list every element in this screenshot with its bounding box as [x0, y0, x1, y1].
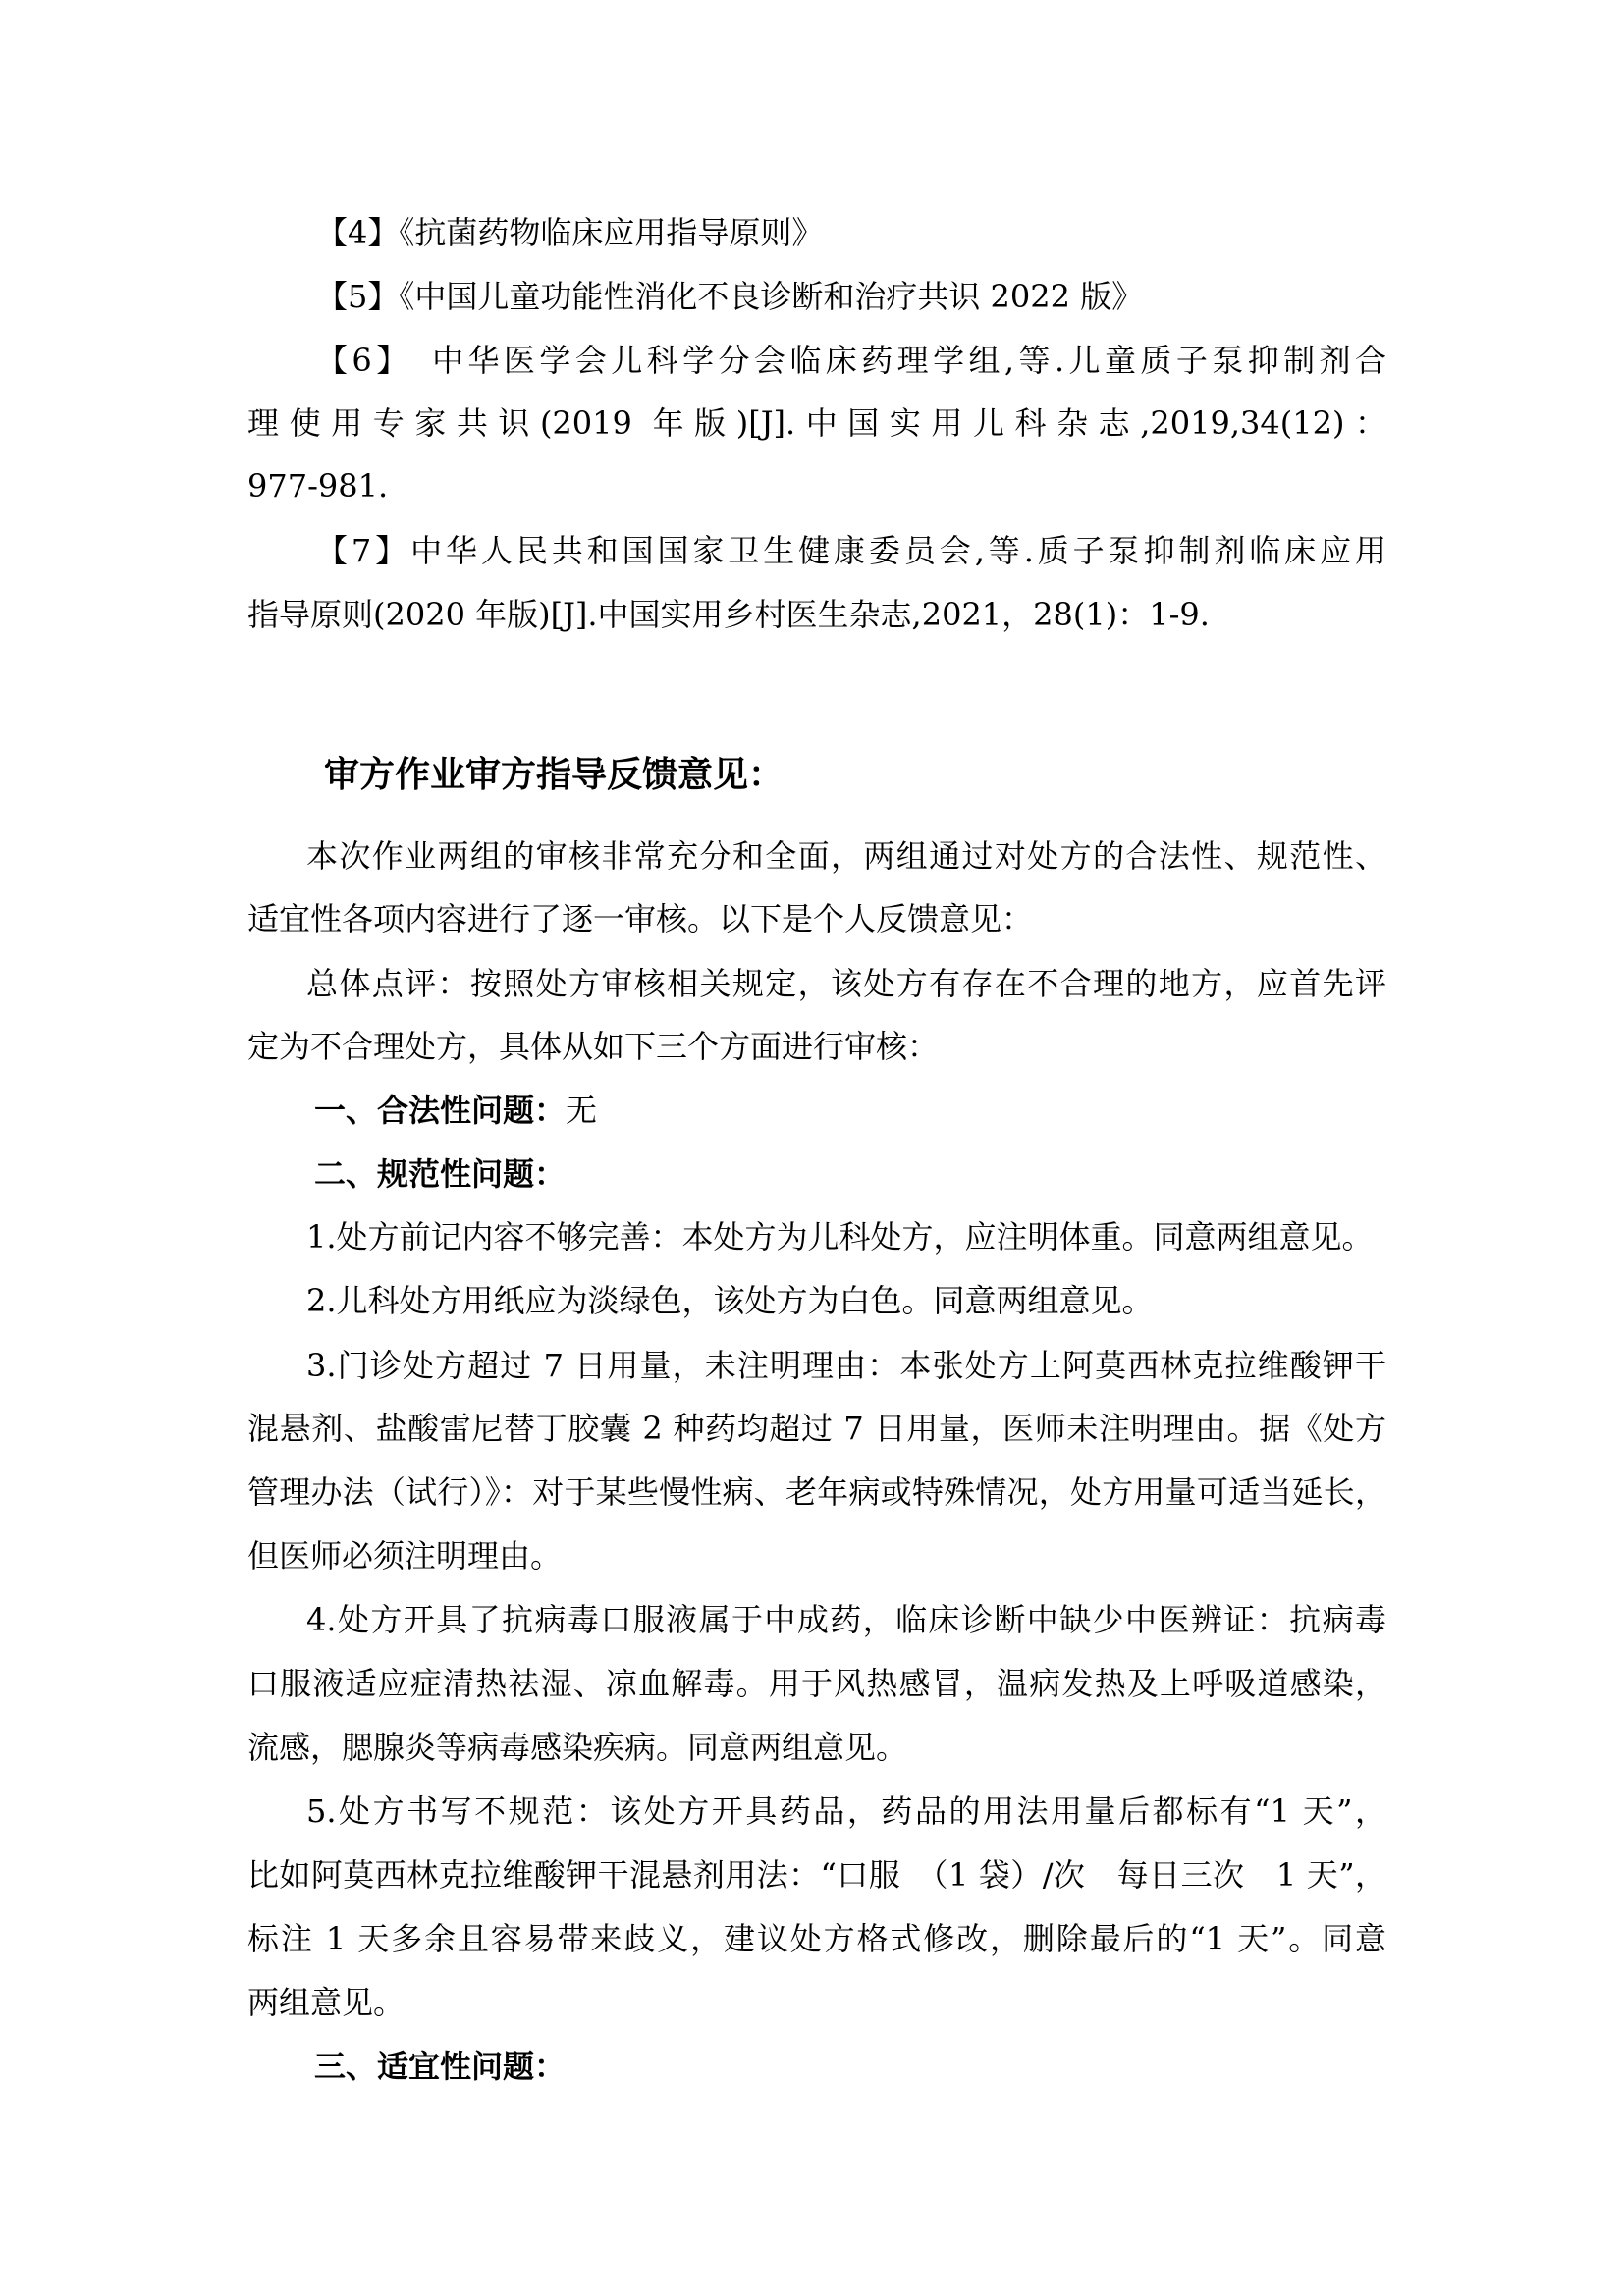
- intro-line-1: 本次作业两组的审核非常充分和全面，两组通过对处方的合法性、规范性、: [306, 837, 1386, 875]
- item-3-line-1: 3.门诊处方超过 7 日用量，未注明理由：本张处方上阿莫西林克拉维酸钾干: [306, 1347, 1386, 1384]
- legality-label: 一、合法性问题：: [314, 1092, 567, 1129]
- reference-6-line-3: 977-981.: [247, 467, 389, 505]
- standardization-label: 二、规范性问题：: [314, 1155, 567, 1193]
- reference-6-line-2: 理使用专家共识(2019 年版)[J].中国实用儿科杂志,2019,34(12)：: [247, 404, 1386, 442]
- overall-line-1: 总体点评：按照处方审核相关规定，该处方有存在不合理的地方，应首先评: [306, 965, 1386, 1002]
- item-5-line-2: 比如阿莫西林克拉维酸钾干混悬剂用法：“口服 （1 袋）/次 每日三次 1 天”，: [247, 1856, 1386, 1894]
- reference-4: 【4】《抗菌药物临床应用指导原则》: [316, 214, 824, 251]
- item-4-line-1: 4.处方开具了抗病毒口服液属于中成药，临床诊断中缺少中医辨证：抗病毒: [306, 1601, 1386, 1638]
- reference-7-line-1: 【7】中华人民共和国国家卫生健康委员会,等.质子泵抑制剂临床应用: [316, 532, 1386, 569]
- legality-value: 无: [566, 1092, 598, 1129]
- item-3-line-4: 但医师必须注明理由。: [247, 1537, 563, 1575]
- section-heading: 审方作业审方指导反馈意见：: [324, 755, 785, 795]
- item-1: 1.处方前记内容不够完善：本处方为儿科处方，应注明体重。同意两组意见。: [306, 1218, 1374, 1255]
- item-5-line-4: 两组意见。: [247, 1984, 406, 2021]
- item-5-line-1: 5.处方书写不规范：该处方开具药品，药品的用法用量后都标有“1 天”，: [306, 1792, 1386, 1830]
- reference-5: 【5】《中国儿童功能性消化不良诊断和治疗共识 2022 版》: [316, 278, 1144, 315]
- reference-6-line-1: 【6】 中华医学会儿科学分会临床药理学组,等.儿童质子泵抑制剂合: [316, 342, 1386, 379]
- suitability-label: 三、适宜性问题：: [314, 2048, 567, 2085]
- overall-line-2: 定为不合理处方，具体从如下三个方面进行审核：: [247, 1028, 940, 1065]
- item-3-line-2: 混悬剂、盐酸雷尼替丁胶囊 2 种药均超过 7 日用量，医师未注明理由。据《处方: [247, 1410, 1386, 1447]
- item-5-line-3: 标注 1 天多余且容易带来歧义，建议处方格式修改，删除最后的“1 天”。同意: [247, 1920, 1386, 1957]
- item-2: 2.儿科处方用纸应为淡绿色，该处方为白色。同意两组意见。: [306, 1282, 1154, 1319]
- intro-line-2: 适宜性各项内容进行了逐一审核。以下是个人反馈意见：: [247, 900, 1034, 937]
- reference-7-line-2: 指导原则(2020 年版)[J].中国实用乡村医生杂志,2021，28(1)：1-9.: [247, 596, 1210, 633]
- legality-section: [314, 1091, 597, 1130]
- item-4-line-2: 口服液适应症清热祛湿、凉血解毒。用于风热感冒，温病发热及上呼吸道感染，: [247, 1665, 1386, 1702]
- item-4-line-3: 流感，腮腺炎等病毒感染疾病。同意两组意见。: [247, 1729, 908, 1766]
- item-3-line-3: 管理办法（试行）》：对于某些慢性病、老年病或特殊情况，处方用量可适当延长，: [247, 1473, 1386, 1511]
